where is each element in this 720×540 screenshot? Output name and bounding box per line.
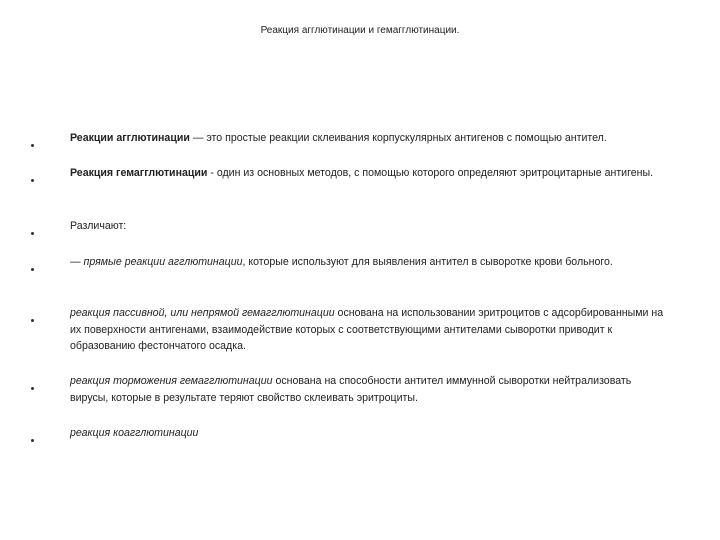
- item-text: [70, 373, 670, 406]
- bullet-dot: [31, 268, 34, 271]
- bullet-dot: [31, 144, 34, 147]
- item-text: [70, 130, 670, 147]
- item-rest: — это простые реакции склеивания корпускулярных антигенов с помощью антител.: [189, 132, 607, 144]
- item-emph: реакция торможения гемагглютинации: [70, 375, 273, 387]
- bullet-dot: [31, 439, 34, 442]
- bullet-dot: [31, 387, 34, 390]
- item-text: [70, 425, 670, 442]
- bullet-dot: [31, 179, 34, 182]
- item-text: [70, 165, 670, 182]
- item-emph: — прямые реакции агглютинации: [70, 256, 243, 268]
- item-text: [70, 218, 670, 235]
- item-emph: реакция пассивной, или непрямой гемагглютинации: [70, 307, 335, 319]
- item-strong: Реакции агглютинации: [70, 132, 190, 144]
- item-text: [70, 305, 670, 355]
- item-emph: реакция коагглютинации: [70, 427, 199, 439]
- item-rest: - один из основных методов, с помощью которого определяют эритроцитарные антигены.: [207, 167, 654, 179]
- bullet-dot: [31, 319, 34, 322]
- slide-title: Реакция агглютинации и гемагглютинации.: [260, 25, 460, 36]
- item-rest: Различают:: [70, 220, 127, 232]
- item-rest: , которые используют для выявления антител в сыворотке крови больного.: [242, 256, 613, 268]
- item-text: [70, 254, 670, 271]
- item-rest: основана на способности антител иммунной сыворотки нейтрализовать вирусы, которые в результате теряют свойство склеивать эритроциты.: [70, 375, 632, 404]
- bullet-dot: [31, 232, 34, 235]
- item-strong: Реакция гемагглютинации: [70, 167, 208, 179]
- item-rest: основана на использовании эритроцитов с адсорбированными на их поверхности антигенами, взаимодействие которых с соответствующими антителами сыворотки приводит к образованию фестончатого осадка.: [70, 307, 664, 352]
